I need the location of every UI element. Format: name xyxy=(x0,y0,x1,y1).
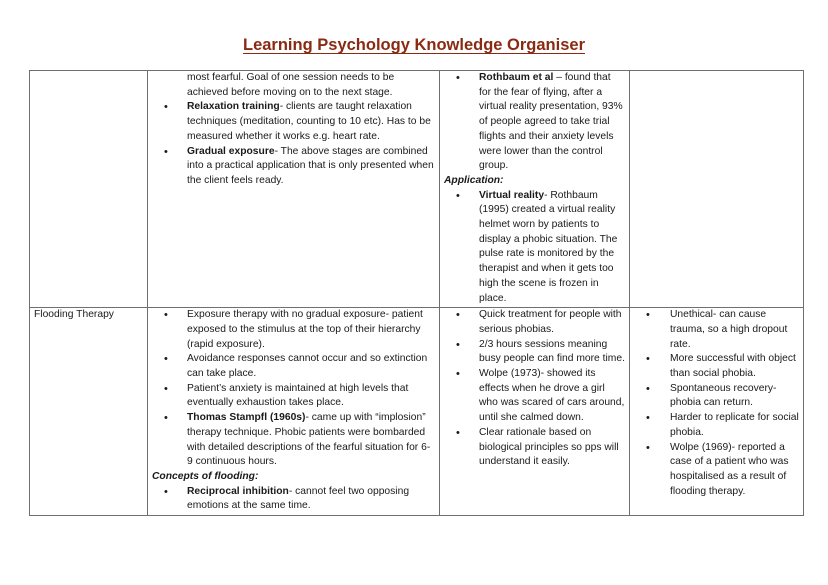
list-item xyxy=(152,100,435,144)
item-text: - The above stages are combined into a practical application that is only presented when the client feels ready. xyxy=(187,145,434,186)
table-row xyxy=(30,308,804,516)
subheading: Concepts of flooding: xyxy=(152,470,259,482)
description-cell xyxy=(148,71,440,308)
item-term: Thomas Stampfl (1960s) xyxy=(187,412,306,424)
weaknesses-cell xyxy=(630,71,804,308)
topic-cell xyxy=(30,308,148,516)
weaknesses-cell xyxy=(630,308,804,516)
list-item: • Wolpe (1969)- reported a case of a patient who was hospitalised as a result of flooding therapy. xyxy=(634,441,799,500)
item-text: Avoidance responses cannot occur and so extinction can take place. xyxy=(187,353,428,380)
strengths-cell xyxy=(440,71,630,308)
description-cell xyxy=(148,308,440,516)
topic-cell xyxy=(30,71,148,308)
item-text: – found that for the fear of flying, after a virtual reality presentation, 93% of people agreed to take trial flights and their anxiety levels were lower than the control group. xyxy=(479,72,623,172)
item-text: Exposure therapy with no gradual exposure- patient exposed to the stimulus at the top of their hierarchy (rapid exposure). xyxy=(187,309,423,350)
item-text: - came up with “implosion” therapy technique. Phobic patients were bombarded with detailed descriptions of the fearful situation for 6-9 continuous hours. xyxy=(187,412,431,468)
strengths-cell xyxy=(440,308,630,516)
topic-label: Flooding Therapy xyxy=(34,309,114,321)
item-term: Gradual exposure xyxy=(187,145,275,157)
bullet-list xyxy=(444,71,625,174)
list-item xyxy=(152,485,435,514)
list-item xyxy=(152,145,435,189)
bullet-list xyxy=(152,485,435,514)
list-item: • Quick treatment for people with serious phobias. xyxy=(444,308,625,337)
item-term: Relaxation training xyxy=(187,101,280,113)
list-item xyxy=(152,382,435,411)
continued-text: most fearful. Goal of one session needs to be achieved before moving on to the next stage. xyxy=(187,72,395,98)
table-row xyxy=(30,71,804,308)
list-item xyxy=(152,411,435,470)
item-text: - cannot feel two opposing emotions at the same time. xyxy=(187,485,410,512)
bullet-list xyxy=(152,308,435,470)
list-item xyxy=(444,189,625,307)
item-term: Rothbaum et al xyxy=(479,72,554,83)
bullet-list xyxy=(152,100,435,188)
list-item xyxy=(444,71,625,174)
list-item: • Unethical- can cause trauma, so a high dropout rate. xyxy=(634,308,799,352)
list-item: • More successful with object than social phobia. xyxy=(634,352,799,381)
page-title: Learning Psychology Knowledge Organiser xyxy=(243,36,585,54)
item-term: Reciprocal inhibition xyxy=(187,485,289,497)
item-text: Patient’s anxiety is maintained at high levels that eventually exhaustion takes place. xyxy=(187,382,409,409)
knowledge-organiser-table xyxy=(29,70,804,516)
bullet-list xyxy=(634,308,799,499)
list-item: • Clear rationale based on biological principles so pps will understand it easily. xyxy=(444,426,625,470)
item-text: - Rothbaum (1995) created a virtual reality helmet worn by patients to display a phobic situation. The pulse rate is monitored by the therapist and when it gets too high the scene is frozen in place. xyxy=(479,189,618,304)
subheading: Application: xyxy=(444,174,504,186)
list-item: • Spontaneous recovery- phobia can return. xyxy=(634,382,799,411)
item-text: - clients are taught relaxation techniques (meditation, counting to 10 etc). Has to be measured whether it works e.g. heart rate. xyxy=(187,101,431,142)
bullet-list xyxy=(444,308,625,470)
bullet-list xyxy=(444,189,625,307)
list-item: • 2/3 hours sessions meaning busy people can find more time. xyxy=(444,338,625,367)
list-item xyxy=(152,352,435,381)
item-term: Virtual reality xyxy=(479,189,545,201)
list-item xyxy=(152,308,435,352)
list-item: • Wolpe (1973)- showed its effects when he drove a girl who was scared of cars around, until she calmed down. xyxy=(444,367,625,426)
list-item: • Harder to replicate for social phobia. xyxy=(634,411,799,440)
